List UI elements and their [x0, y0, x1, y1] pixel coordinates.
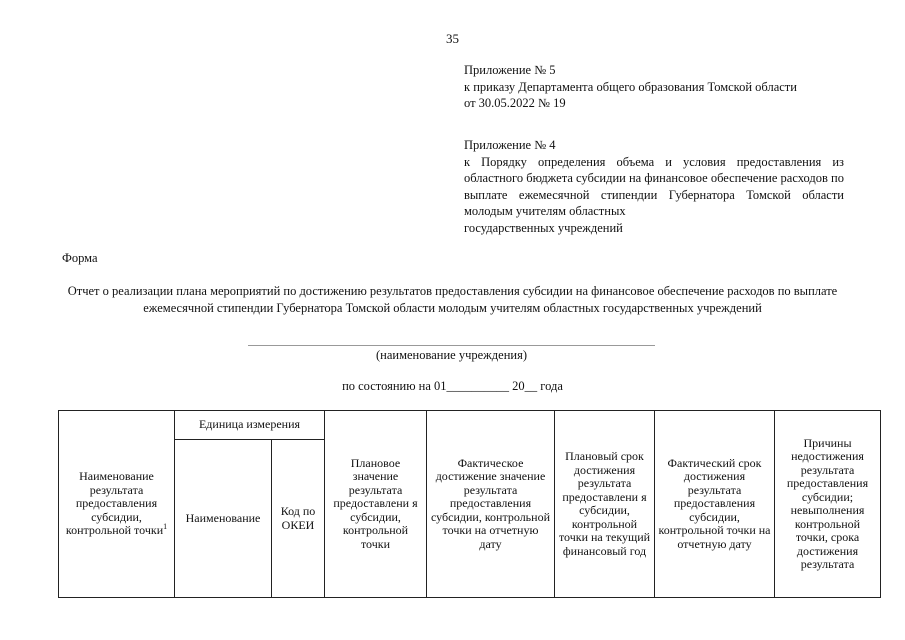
as-of-date-line: по состоянию на 01__________ 20__ года [342, 379, 563, 393]
header-unit: Единица измерения [175, 411, 325, 440]
header-reasons: Причины недостижения результата предоставления субсидии; невыполнения контрольной точки, срока достижения результата [775, 411, 881, 598]
header-unit-name: Наименование [175, 440, 272, 598]
header-planned-date: Плановый срок достижения результата предоставлени я субсидии, контрольной точки на текущий финансовый год [555, 411, 655, 598]
appendix-5-block [464, 62, 844, 112]
appendix-5-title: Приложение № 5 [464, 63, 556, 77]
institution-caption: (наименование учреждения) [376, 348, 527, 362]
appendix-4-title: Приложение № 4 [464, 138, 556, 152]
report-title: Отчет о реализации плана мероприятий по достижению результатов предоставления субсидии на финансовое обеспечение расходов по выплате ежемесячной стипендии Губернатора Томской области молодым учителям областных государственных учреждений [67, 284, 838, 315]
appendix-4-text-last: государственных учреждений [464, 220, 623, 235]
header-unit-code: Код по ОКЕИ [272, 440, 325, 598]
appendix-4-text: к Порядку определения объема и условия предоставления из областного бюджета субсидии на финансовое обеспечение расходов по выплате ежемесячной стипендии Губернатора Томской области молодым учителям областных [464, 154, 844, 218]
header-actual-date: Фактический срок достижения результата предоставления субсидии, контрольной точки на отчетную дату [655, 411, 775, 598]
footnote-marker: 1 [163, 522, 168, 532]
form-label: Форма [62, 251, 98, 265]
institution-name-line [248, 345, 655, 346]
appendix-5-order: к приказу Департамента общего образования Томской области [464, 79, 797, 94]
header-result-name: Наименование результата предоставления субсидии, контрольной точки$^1$ [59, 411, 175, 598]
appendix-4-block [464, 137, 844, 236]
appendix-5-date: от 30.05.2022 № 19 [464, 96, 566, 110]
header-actual-value: Фактическое достижение значение результата предоставления субсидии, контрольной точки на отчетную дату [427, 411, 555, 598]
page-number: 35 [446, 31, 459, 46]
header-planned-value: Плановое значение результата предоставлени я субсидии, контрольной точки [325, 411, 427, 598]
results-table [58, 410, 881, 598]
